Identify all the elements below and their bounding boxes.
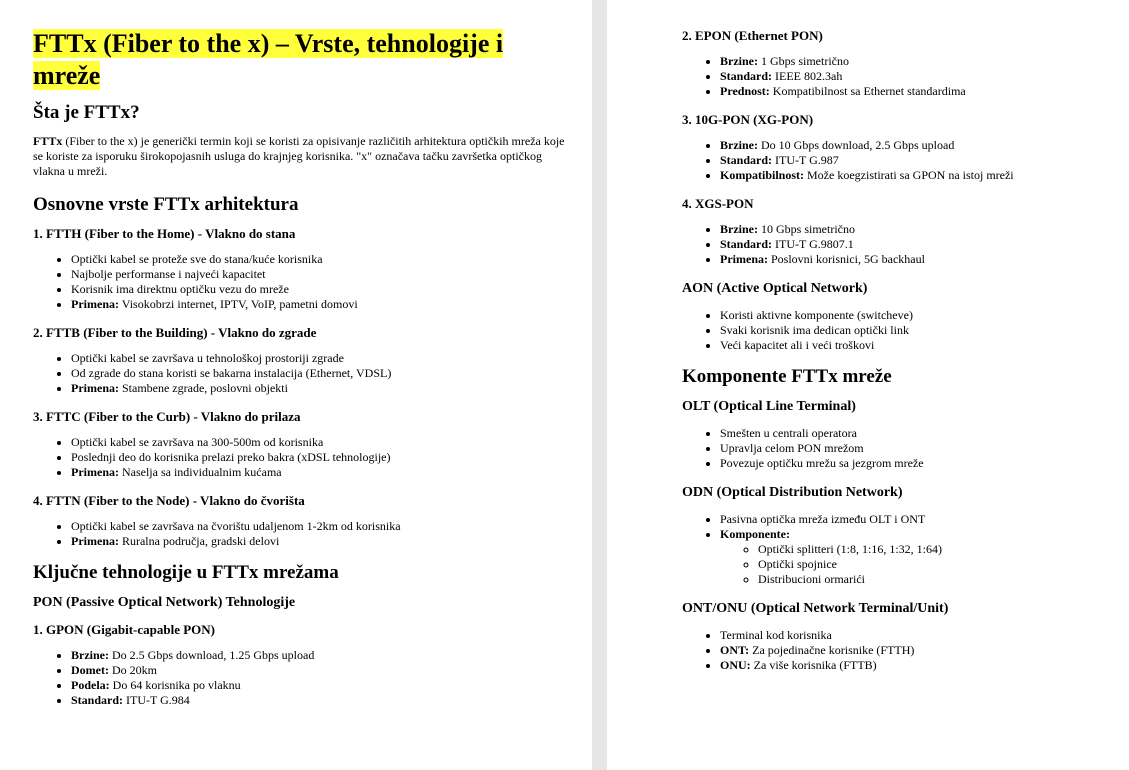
heading-xgpon: 3. 10G-PON (XG-PON) — [682, 112, 814, 127]
list-item — [720, 84, 1109, 99]
list-item — [71, 648, 572, 663]
item-label: Brzine: — [71, 648, 109, 662]
item-label: Brzine: — [720, 138, 758, 152]
item-label: ONT: — [720, 643, 750, 657]
heading-architectures: Osnovne vrste FTTx arhitektura — [33, 194, 299, 215]
list-item — [720, 153, 1109, 168]
list-item: • Terminal kod korisnika — [720, 628, 1109, 643]
list-xgs-pon — [682, 222, 1109, 267]
list-item: • Korisnik ima direktnu optičku vezu do mreže — [71, 282, 572, 297]
item-text: ITU-T G.984 — [123, 693, 190, 707]
list-item — [71, 693, 572, 708]
heading-technologies: Ključne tehnologije u FTTx mrežama — [33, 562, 339, 583]
item-text: Naselja sa individualnim kućama — [118, 465, 282, 479]
heading-ftth: 1. FTTH (Fiber to the Home) - Vlakno do stana — [33, 226, 296, 241]
list-ftth — [33, 252, 572, 312]
item-label: Podela: — [71, 678, 110, 692]
intro-term: FTTx — [33, 134, 63, 148]
title-highlight: FTTx (Fiber to the x) – Vrste, tehnologije i mreže — [33, 29, 504, 90]
list-epon — [682, 54, 1109, 99]
list-ont-onu — [682, 628, 1109, 673]
list-item — [71, 663, 572, 678]
heading-pon: PON (Passive Optical Network) Tehnologije — [33, 595, 296, 610]
list-item: • Poslednji deo do korisnika prelazi preko bakra (xDSL tehnologije) — [71, 450, 572, 465]
heading-xgs-pon: 4. XGS-PON — [682, 196, 754, 211]
item-label: Standard: — [720, 153, 773, 167]
document-page-2 — [607, 0, 1129, 770]
item-label: Komponente: — [720, 527, 790, 541]
item-text: Do 64 korisnika po vlaknu — [109, 678, 241, 692]
heading-fttn: 4. FTTN (Fiber to the Node) - Vlakno do čvorišta — [33, 493, 305, 508]
list-item — [71, 534, 572, 549]
list-item — [71, 465, 572, 480]
heading-olt: OLT (Optical Line Terminal) — [682, 399, 856, 414]
list-item: • Upravlja celom PON mrežom — [720, 441, 1109, 456]
list-item — [720, 658, 1109, 673]
intro-text: (Fiber to the x) je generički termin koji se koristi za opisivanje različitih arhitektura optičkih mreža koje se koriste za isporuku širokopojasnih usluga do krajnjeg korisnika. "x" označava tačku završetka optičkog vlakna u mreži. — [33, 134, 565, 178]
heading-fttc: 3. FTTC (Fiber to the Curb) - Vlakno do prilaza — [33, 409, 301, 424]
item-label: Prednost: — [720, 84, 770, 98]
list-item: • Svaki korisnik ima dedican optički link — [720, 323, 1109, 338]
item-text: 1 Gbps simetrično — [758, 54, 849, 68]
item-label: ONU: — [720, 658, 751, 672]
list-gpon — [33, 648, 572, 708]
item-label: Kompatibilnost: — [720, 168, 805, 182]
item-text: Može koegzistirati sa GPON na istoj mreži — [804, 168, 1014, 182]
heading-fttb: 2. FTTB (Fiber to the Building) - Vlakno do zgrade — [33, 325, 317, 340]
list-item — [720, 527, 1109, 587]
item-label: Brzine: — [720, 222, 758, 236]
item-label: Primena: — [71, 465, 119, 479]
list-item: • Optički kabel se završava na 300-500m od korisnika — [71, 435, 572, 450]
item-text: Do 10 Gbps download, 2.5 Gbps upload — [758, 138, 955, 152]
item-label: Primena: — [71, 381, 119, 395]
item-text: Visokobrzi internet, IPTV, VoIP, pametni domovi — [118, 297, 358, 311]
sublist-item: ◦ Optički splitteri (1:8, 1:16, 1:32, 1:64) — [758, 542, 1109, 557]
item-text: Do 20km — [108, 663, 157, 677]
item-text: Za više korisnika (FTTB) — [750, 658, 877, 672]
list-item: • Optički kabel se proteže sve do stana/kuće korisnika — [71, 252, 572, 267]
list-item — [720, 222, 1109, 237]
list-item — [720, 69, 1109, 84]
item-text: Za pojedinačne korisnike (FTTH) — [749, 643, 915, 657]
item-text: IEEE 802.3ah — [772, 69, 843, 83]
heading-gpon: 1. GPON (Gigabit-capable PON) — [33, 622, 215, 637]
list-item — [720, 138, 1109, 153]
list-item — [71, 678, 572, 693]
list-item: • Optički kabel se završava na čvorištu udaljenom 1-2km od korisnika — [71, 519, 572, 534]
heading-ont-onu: ONT/ONU (Optical Network Terminal/Unit) — [682, 601, 949, 616]
list-item — [71, 381, 572, 396]
list-item: • Od zgrade do stana koristi se bakarna instalacija (Ethernet, VDSL) — [71, 366, 572, 381]
list-fttb — [33, 351, 572, 396]
list-item — [720, 643, 1109, 658]
item-label: Primena: — [71, 534, 119, 548]
list-item — [720, 252, 1109, 267]
item-text: Stambene zgrade, poslovni objekti — [118, 381, 288, 395]
document-title — [33, 28, 572, 92]
list-item — [720, 168, 1109, 183]
list-fttn — [33, 519, 572, 549]
list-item — [71, 297, 572, 312]
list-olt — [682, 426, 1109, 471]
item-label: Primena: — [71, 297, 119, 311]
list-xgpon — [682, 138, 1109, 183]
item-label: Domet: — [71, 663, 109, 677]
list-item — [720, 54, 1109, 69]
sublist-item: ◦ Distribucioni ormarići — [758, 572, 1109, 587]
item-label: Standard: — [720, 69, 773, 83]
item-text: 10 Gbps simetrično — [758, 222, 855, 236]
list-item: • Povezuje optičku mrežu sa jezgrom mreže — [720, 456, 1109, 471]
list-aon — [682, 308, 1109, 353]
item-label: Standard: — [71, 693, 124, 707]
sublist-odn-components — [720, 542, 1109, 587]
list-fttc — [33, 435, 572, 480]
list-odn — [682, 512, 1109, 587]
heading-epon: 2. EPON (Ethernet PON) — [682, 28, 823, 43]
item-text: Ruralna područja, gradski delovi — [118, 534, 280, 548]
list-item — [720, 237, 1109, 252]
list-item: • Najbolje performanse i najveći kapacitet — [71, 267, 572, 282]
item-text: Poslovni korisnici, 5G backhaul — [767, 252, 925, 266]
item-text: ITU-T G.987 — [772, 153, 839, 167]
sublist-item: ◦ Optički spojnice — [758, 557, 1109, 572]
item-text: Kompatibilnost sa Ethernet standardima — [769, 84, 966, 98]
page-gap — [592, 0, 607, 770]
heading-aon: AON (Active Optical Network) — [682, 281, 868, 296]
list-item: • Pasivna optička mreža između OLT i ONT — [720, 512, 1109, 527]
heading-what-is-fttx: Šta je FTTx? — [33, 102, 140, 123]
item-label: Primena: — [720, 252, 768, 266]
list-item: • Koristi aktivne komponente (switcheve) — [720, 308, 1109, 323]
item-label: Brzine: — [720, 54, 758, 68]
list-item: • Optički kabel se završava u tehnološkoj prostoriji zgrade — [71, 351, 572, 366]
item-label: Standard: — [720, 237, 773, 251]
intro-paragraph — [33, 134, 572, 179]
item-text: ITU-T G.9807.1 — [772, 237, 854, 251]
heading-odn: ODN (Optical Distribution Network) — [682, 485, 903, 500]
list-item: • Veći kapacitet ali i veći troškovi — [720, 338, 1109, 353]
item-text: Do 2.5 Gbps download, 1.25 Gbps upload — [109, 648, 315, 662]
list-item: • Smešten u centrali operatora — [720, 426, 1109, 441]
heading-components: Komponente FTTx mreže — [682, 366, 892, 387]
